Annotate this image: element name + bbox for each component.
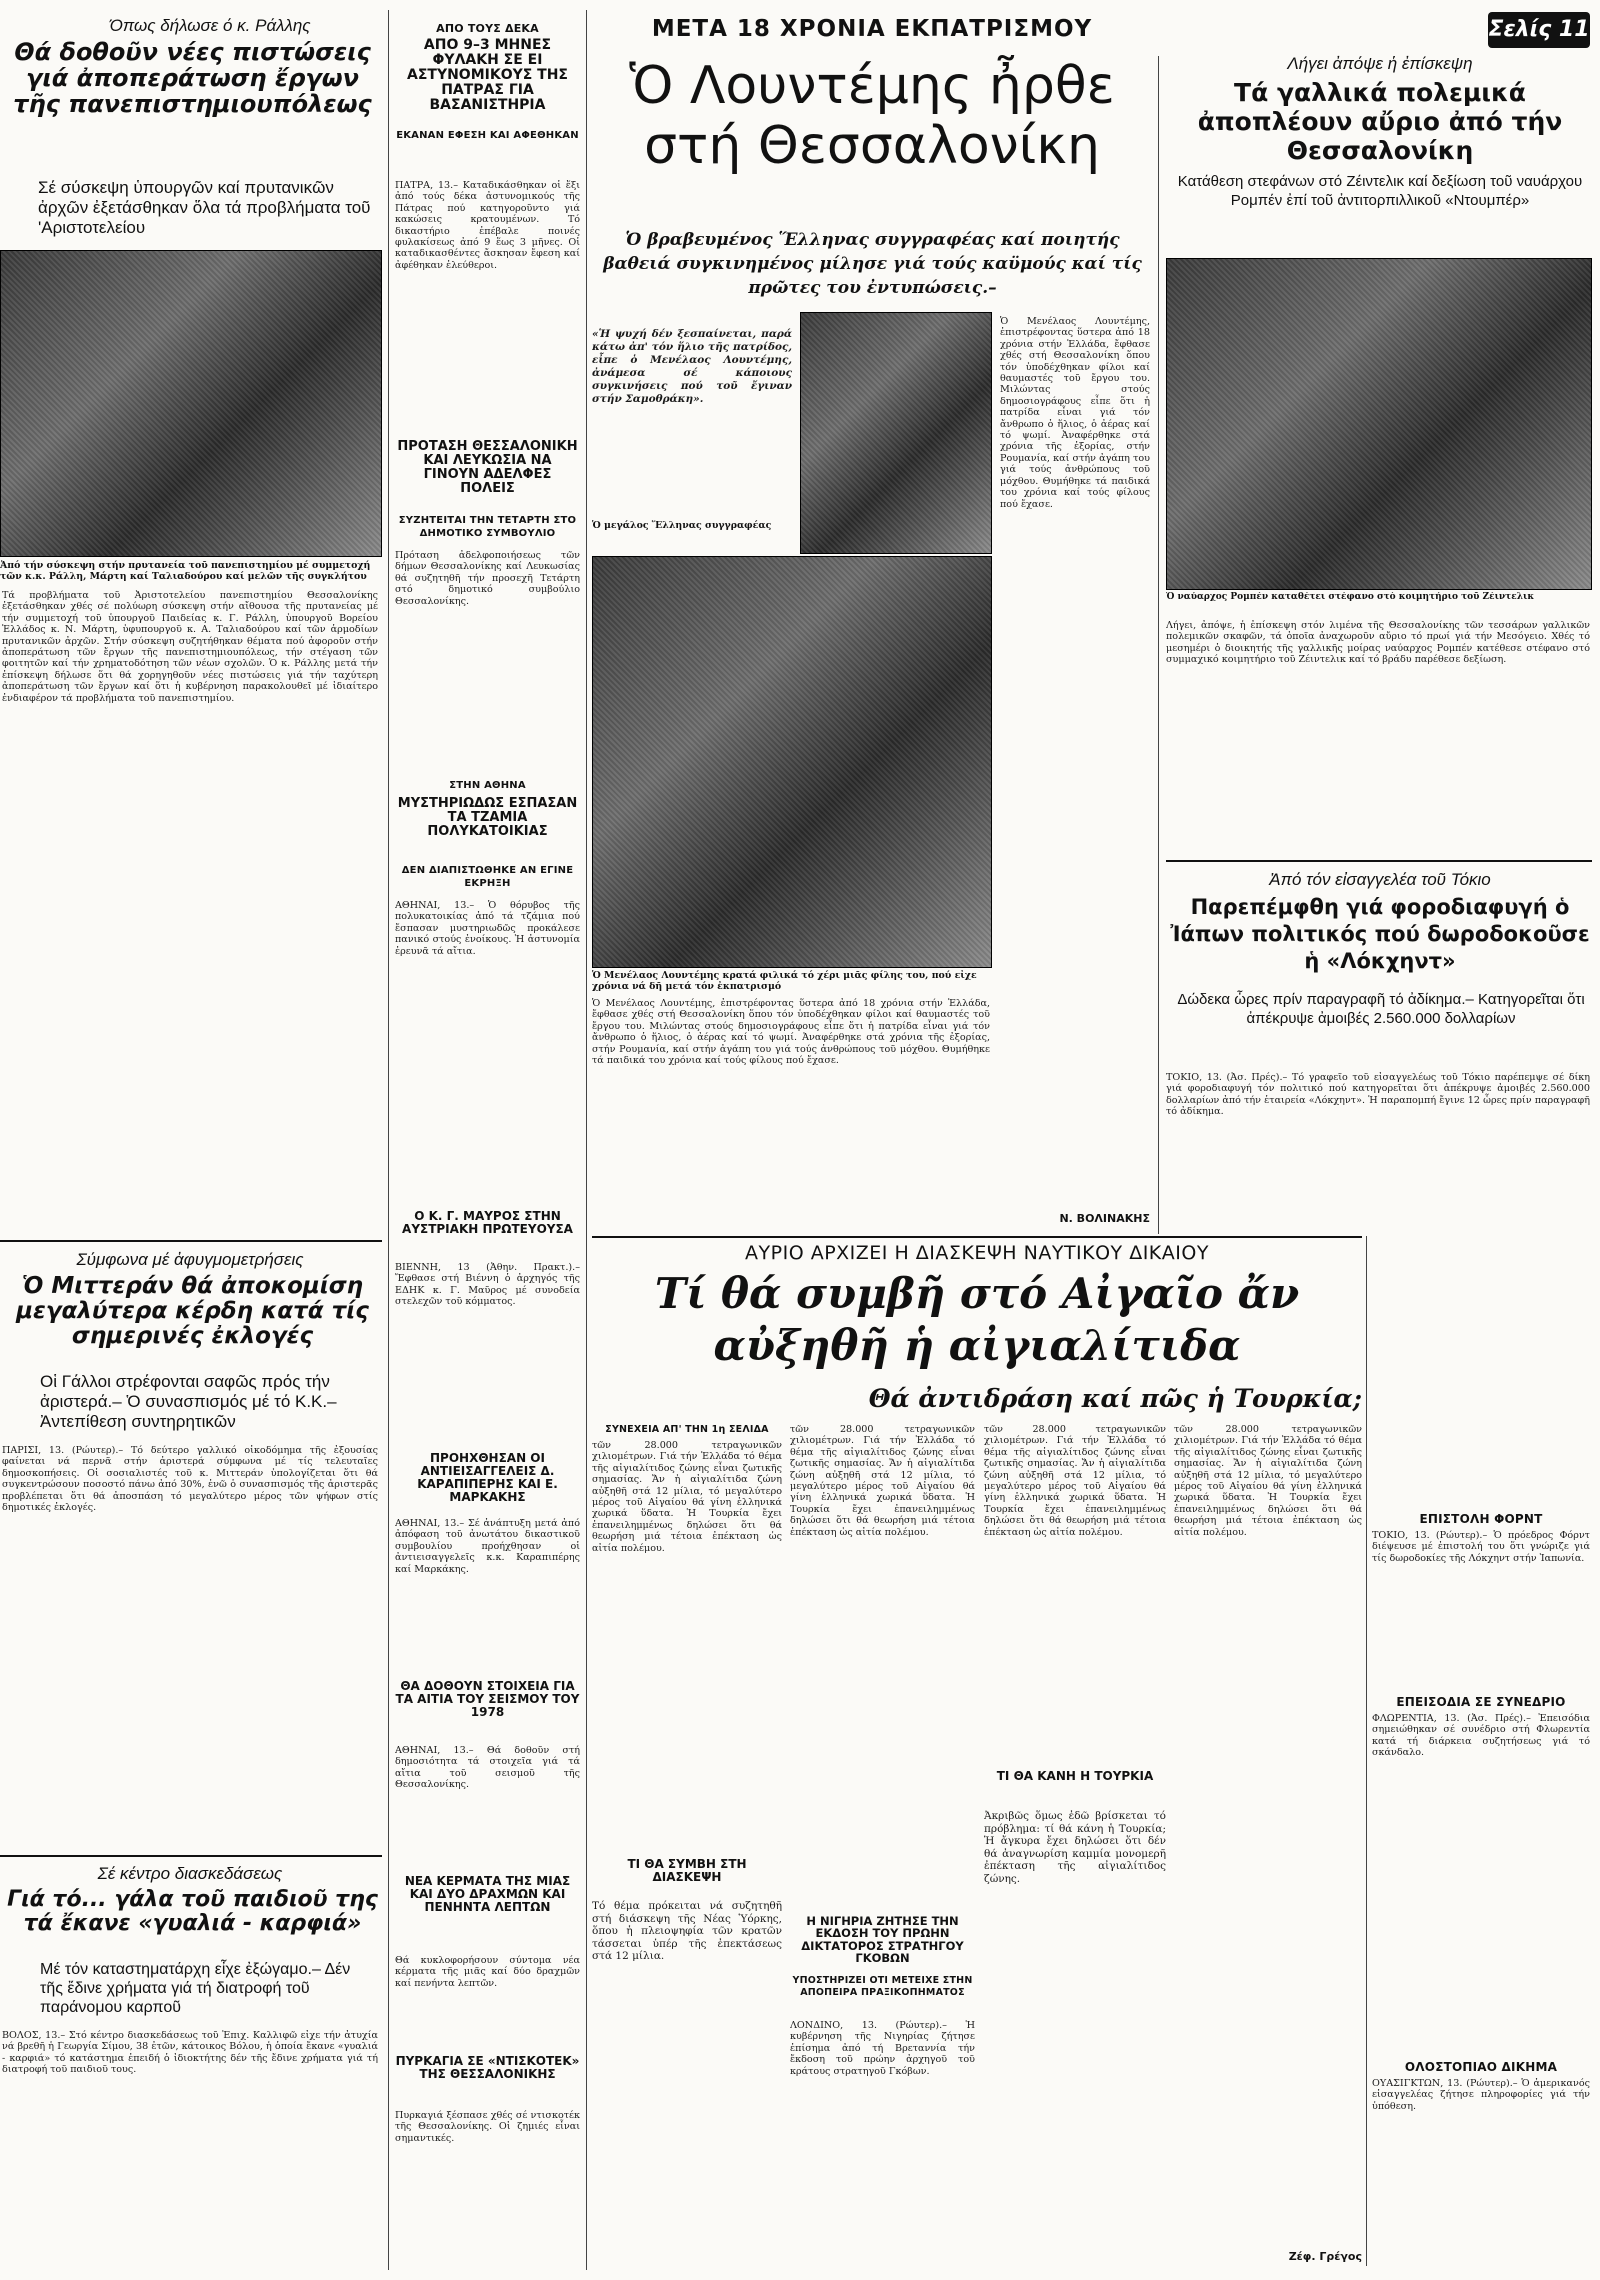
col1-story2-kicker: Σύμφωνα μέ ἀφυγμομετρήσεις bbox=[76, 1250, 304, 1269]
col2-ant-body: ΑΘΗΝΑΙ, 13.– Σέ ἀνάπτυξη μετά ἀπό ἀπόφαση τοῦ ἀνωτάτου δικαστικοῦ συμβουλίου προήχθησαν οἱ ἀντιεισαγγελεῖς κ.κ. Καραπιπέρης καί Μαρκάκης. bbox=[395, 1518, 580, 1575]
col2-pyr-body: Πυρκαγιά ξέσπασε χθές σέ ντισκοτέκ τῆς Θεσσαλονίκης. Οἱ ζημιές εἶναι σημαντικές. bbox=[395, 2110, 580, 2144]
tokyo-sub3-body: ΟΥΑΣΙΓΚΤΩΝ, 13. (Ρώυτερ).– Ὁ ἀμερικανός εἰσαγγελέας ζήτησε πληροφορίες γιά τήν ὑπόθεση. bbox=[1372, 2078, 1590, 2112]
col2-ath-kicker: ΣΤΗΝ ΑΘΗΝΑ bbox=[449, 780, 526, 791]
col2-kicker: ΑΠΟ ΤΟΥΣ ΔΕΚΑ bbox=[436, 22, 539, 35]
aegean-continued: ΣΥΝΕΧΕΙΑ ΑΠ' ΤΗΝ 1η ΣΕΛΙΔΑ bbox=[605, 1424, 769, 1435]
french-photo bbox=[1166, 258, 1592, 590]
col2-ker-body: Θά κυκλοφορήσουν σύντομα νέα κέρματα τῆς μιᾶς καί δύο δραχμῶν καί πενήντα λεπτῶν. bbox=[395, 1955, 580, 1989]
aegean-kicker: ΑΥΡΙΟ ΑΡΧΙΖΕΙ Η ΔΙΑΣΚΕΨΗ ΝΑΥΤΙΚΟΥ ΔΙΚΑΙΟΥ bbox=[745, 1242, 1209, 1264]
col2-prop-subhead: ΣΥΖΗΤΕΙΤΑΙ ΤΗΝ ΤΕΤΑΡΤΗ ΣΤΟ ΔΗΜΟΤΙΚΟ ΣΥΜΒΟΥΛΙΟ bbox=[398, 515, 577, 539]
aegean-sub2-body: Ἀκριβῶς ὅμως ἐδῶ βρίσκεται τό πρόβλημα: τί θά κάνη ἡ Τουρκία; Ἡ ἄγκυρα ἔχει δηλώσει ὅτι δέν θά ἀναγνωρίση καμμία μονομερῆ ἐπέκταση τῆς αἰγιαλίτιδος ζώνης. bbox=[984, 1810, 1166, 1885]
tokyo-headline: Παρεπέμφθη γιά φοροδιαφυγή ὁ Ἰάπων πολιτικός πού δωροδοκοῦσε ἡ «Λόκχηντ» bbox=[1170, 895, 1590, 973]
col2-pyr-headline: ΠΥΡΚΑΓΙΑ ΣΕ «ΝΤΙΣΚΟΤΕΚ» ΤΗΣ ΘΕΣΣΑΛΟΝΙΚΗΣ bbox=[395, 2054, 580, 2081]
col2-prop-headline: ΠΡΟΤΑΣΗ ΘΕΣΣΑΛΟΝΙΚΗ ΚΑΙ ΛΕΥΚΩΣΙΑ ΝΑ ΓΙΝΟΥΝ ΑΔΕΛΦΕΣ ΠΟΛΕΙΣ bbox=[397, 439, 578, 497]
col1-deck: Σέ σύσκεψη ὑπουργῶν καί πρυτανικῶν ἀρχῶν ἐξετάσθηκαν ὅλα τά προβλήματα τοῦ 'Αριστοτελείου bbox=[38, 178, 371, 237]
aegean-deck: Θά ἀντιδράση καί πῶς ἡ Τουρκία; bbox=[868, 1384, 1362, 1413]
lead-quote: «Ἡ ψυχή δέν ξεσπαίνεται, παρά κάτω ἀπ' τόν ἥλιο τῆς πατρίδος, εἶπε ὁ Μενέλαος Λουντέμης, ἀνάμεσα σέ κάποιους συγκινήσεις πού τοῦ ἔγιναν στήν Σαμοθράκη». bbox=[592, 328, 792, 405]
col1-photo bbox=[0, 250, 382, 557]
aegean-sub2: ΤΙ ΘΑ ΚΑΝΗ Η ΤΟΥΡΚΙΑ bbox=[996, 1769, 1154, 1783]
aegean-headline: Τί θά συμβῆ στό Αἰγαῖο ἄν αὐξηθῆ ἡ αἰγιαλίτιδα bbox=[654, 1269, 1300, 1370]
aegean-body-3: τῶν 28.000 τετραγωνικῶν χιλιομέτρων. Γιά τήν Ἑλλάδα τό θέμα τῆς αἰγιαλίτιδος ζώνης εἶναι ζωτικῆς σημασίας. Ἄν ἡ αἰγιαλίτιδα ζώνη αὐξηθῆ στά 12 μίλια, τό μεγαλύτερο μέρος τοῦ Αἰγαίου θά γίνη ἑλληνικά χωρικά ὕδατα. Ἡ Τουρκία ἔχει ἐπανειλημμένως δηλώσει ὅτι θά θεωρήση μιά τέτοια ἐπέκταση ὡς αἰτία πολέμου. bbox=[984, 1424, 1166, 1538]
col1-photo-caption: Ἀπό τήν σύσκεψη στήν πρυτανεία τοῦ πανεπιστημίου μέ συμμετοχή τῶν κ.κ. Ράλλη, Μάρτη καί Ταλιαδούρου καί μελῶν τῆς συγκλήτου bbox=[0, 560, 371, 582]
col2-subhead: ΕΚΑΝΑΝ ΕΦΕΣΗ ΚΑΙ ΑΦΕΘΗΚΑΝ bbox=[396, 130, 579, 141]
french-kicker: Λήγει ἀπόψε ἡ ἐπίσκεψη bbox=[1287, 54, 1473, 73]
col1-story3-headline: Γιά τό... γάλα τοῦ παιδιοῦ της τά ἔκανε «γυαλιά - καρφιά» bbox=[7, 1887, 378, 1936]
french-photo-caption: Ὁ ναύαρχος Ρομπέν καταθέτει στέφανο στό κοιμητήριο τοῦ Ζέιντελικ bbox=[1166, 592, 1535, 602]
aegean-body-1: τῶν 28.000 τετραγωνικῶν χιλιομέτρων. Γιά τήν Ἑλλάδα τό θέμα τῆς αἰγιαλίτιδος ζώνης εἶναι ζωτικῆς σημασίας. Ἄν ἡ αἰγιαλίτιδα ζώνη αὐξηθῆ στά 12 μίλια, τό μεγαλύτερο μέρος τοῦ Αἰγαίου θά γίνη ἑλληνικά χωρικά ὕδατα. Ἡ Τουρκία ἔχει ἐπανειλημμένως δηλώσει ὅτι θά θεωρήση μιά τέτοια ἐπέκταση ὡς αἰτία πολέμου. bbox=[592, 1440, 782, 1554]
aegean-nig-body: ΛΟΝΔΙΝΟ, 13. (Ρώυτερ).– Ἡ κυβέρνηση τῆς Νιγηρίας ζήτησε ἐπίσημα ἀπό τή Βρεταννία τήν ἔκδοση τοῦ πρώην ἀρχηγοῦ τοῦ κράτους στρατηγοῦ Γκόβων. bbox=[790, 2020, 975, 2077]
col1-story2-deck: Οἱ Γάλλοι στρέφονται σαφῶς πρός τήν ἀριστερά.– Ὁ συνασπισμός μέ τό Κ.Κ.– Ἀντεπίθεση συντηρητικῶν bbox=[40, 1372, 337, 1431]
col2-stoix-headline: ΘΑ ΔΟΘΟΥΝ ΣΤΟΙΧΕΙΑ ΓΙΑ ΤΑ ΑΙΤΙΑ ΤΟΥ ΣΕΙΣΜΟΥ ΤΟΥ 1978 bbox=[395, 1679, 580, 1719]
col2-ker-headline: ΝΕΑ ΚΕΡΜΑΤΑ ΤΗΣ ΜΙΑΣ ΚΑΙ ΔΥΟ ΔΡΑΧΜΩΝ ΚΑΙ ΠΕΝΗΝΤΑ ΛΕΠΤΩΝ bbox=[404, 1874, 571, 1914]
french-body: Λήγει, ἀπόψε, ἡ ἐπίσκεψη στόν λιμένα τῆς Θεσσαλονίκης τῶν τεσσάρων γαλλικῶν πολεμικῶν σκαφῶν, τά ὁποῖα ἀναχωροῦν αὔριο τό πρωί γιά τήν Μεσόγειο. Χθές τό μεσημέρι ὁ διοικητής τῆς γαλλικῆς μοίρας ναύαρχος Ρομπέν κατέθεσε στέφανο στό συμμαχικό κοιμητήριο τοῦ Ζέιντελικ καί τό βράδυ παρέθεσε δεξίωση. bbox=[1166, 620, 1590, 666]
tokyo-sub1-body: ΤΟΚΙΟ, 13. (Ρώυτερ).– Ὁ πρόεδρος Φόρντ διέψευσε μέ ἐπιστολή του ὅτι γνώριζε γιά τίς δωροδοκίες τῆς Λόκχηντ στήν Ἰαπωνία. bbox=[1372, 1530, 1590, 1564]
aegean-nig-subhead: ΥΠΟΣΤΗΡΙΖΕΙ ΟΤΙ ΜΕΤΕΙΧΕ ΣΤΗΝ ΑΠΟΠΕΙΡΑ ΠΡΑΞΙΚΟΠΗΜΑΤΟΣ bbox=[792, 1975, 973, 1998]
col2-ant-headline: ΠΡΟΗΧΘΗΣΑΝ ΟΙ ΑΝΤΙΕΙΣΑΓΓΕΛΕΙΣ Δ. ΚΑΡΑΠΙΠΕΡΗΣ ΚΑΙ Ε. ΜΑΡΚΑΚΗΣ bbox=[417, 1451, 558, 1504]
col1-headline: Θά δοθοῦν νέες πιστώσεις γιά ἀποπεράτωση ἔργων τῆς πανεπιστημιουπόλεως bbox=[13, 38, 372, 118]
col1-body: Τά προβλήματα τοῦ Ἀριστοτελείου πανεπιστημίου Θεσσαλονίκης ἐξετάσθηκαν χθές σέ πολύωρη σύσκεψη στήν αἴθουσα τῆς πρυτανείας μέ τήν συμμετοχή τοῦ ὑπουργοῦ Παιδείας κ. Γ. Ράλλη, ὑπουργοῦ Βορείου Ἑλλάδος κ. Ν. Μάρτη, ὑφυπουργοῦ κ. Α. Ταλιαδούρου καί τῶν ἁρμοδίων πρυτανικῶν ἀρχῶν. Στήν σύσκεψη συζητήθηκαν θέματα πού ἀφοροῦν στήν ἀποπεράτωση τῶν ἔργων τῆς πανεπιστημιουπόλεως, τήν στέγαση τῶν φοιτητῶν καί τήν χρηματοδότηση τῶν νέων σχολῶν. Ὁ κ. Ράλλης μετά τήν ἐπίσκεψη δήλωσε ὅτι θά χορηγηθοῦν νέες πιστώσεις γιά τήν ταχύτερη ἀποπεράτωση τῶν ἔργων καί ὅτι ἡ κυβέρνηση παρακολουθεῖ μέ ἰδιαίτερο ἐνδιαφέρον τά προβλήματα τοῦ πανεπιστημίου. bbox=[2, 590, 378, 704]
lead-body-bottom: Ὁ Μενέλαος Λουντέμης, ἐπιστρέφοντας ὕστερα ἀπό 18 χρόνια στήν Ἑλλάδα, ἔφθασε χθές στή Θεσσαλονίκη ὅπου τόν ὑποδέχθηκαν φίλοι καί θαυμαστές τοῦ ἔργου του. Μιλώντας στούς δημοσιογράφους εἶπε ὅτι ἡ πατρίδα εἶναι γιά τόν ἄνθρωπο ὁ ἥλιος, ὁ ἀέρας καί τό ψωμί. Ἀναφέρθηκε στά χρόνια τῆς ἐξορίας, στήν Ρουμανία, καί στήν ἀγάπη του γιά τούς ἀνθρώπους τοῦ μόχθου. Θυμήθηκε τά παιδικά του χρόνια καί τούς φίλους πού ἔχασε. bbox=[592, 998, 990, 1067]
aegean-signature: Ζέφ. Γρέγος bbox=[1288, 2250, 1362, 2263]
lead-headline: Ὁ Λουντέμης ἦρθε στή Θεσσαλονίκη bbox=[629, 56, 1115, 176]
col2-ath-headline: ΜΥΣΤΗΡΙΩΔΩΣ ΕΣΠΑΣΑΝ ΤΑ ΤΖΑΜΙΑ ΠΟΛΥΚΑΤΟΙΚΙΑΣ bbox=[397, 796, 578, 840]
col2-headline: ΑΠΟ 9–3 ΜΗΝΕΣ ΦΥΛΑΚΗ ΣΕ ΕΙ ΑΣΤΥΝΟΜΙΚΟΥΣ ΤΗΣ ΠΑΤΡΑΣ ΓΙΑ ΒΑΣΑΝΙΣΤΗΡΙΑ bbox=[407, 37, 568, 114]
lead-kicker: ΜΕΤΑ 18 ΧΡΟΝΙΑ ΕΚΠΑΤΡΙΣΜΟΥ bbox=[651, 16, 1093, 42]
col2-ath-subhead: ΔΕΝ ΔΙΑΠΙΣΤΩΘΗΚΕ ΑΝ ΕΓΙΝΕ ΕΚΡΗΞΗ bbox=[401, 865, 574, 889]
tokyo-kicker: Ἀπό τόν εἰσαγγελέα τοῦ Τόκιο bbox=[1269, 870, 1491, 889]
lead-photo-caption: Ὁ μεγάλος Ἕλληνας συγγραφέας bbox=[592, 520, 772, 531]
col1-story3-deck: Μέ τόν καταστηματάρχη εἶχε ἐξώγαμο.– Δέν τῆς ἔδινε χρήματα γιά τή διατροφή τοῦ παράνομου καρποῦ bbox=[40, 1961, 351, 2016]
page-tag: Σελίς 11 bbox=[1488, 12, 1590, 48]
aegean-sub1-body: Τό θέμα πρόκειται νά συζητηθῆ στή διάσκεψη τῆς Νέας Ὑόρκης, ὅπου ἡ πλειοψηφία τῶν κρατῶν τάσσεται ὑπέρ τῆς ἐπεκτάσεως στά 12 μίλια. bbox=[592, 1900, 782, 1962]
col1-kicker: Όπως δήλωσε ό κ. Ράλλης bbox=[109, 16, 311, 35]
tokyo-body: ΤΟΚΙΟ, 13. (Ἀσ. Πρές).– Τό γραφεῖο τοῦ εἰσαγγελέως τοῦ Τόκιο παρέπεμψε σέ δίκη γιά φοροδιαφυγή τόν πολιτικό πού κατηγορεῖται ὅτι ἀπέκρυψε ἀμοιβές 2.560.000 δολλαρίων ἀπό τήν ἑταιρεία «Λόκχηντ». Ἡ παραπομπή ἔγινε 12 ὧρες πρίν παραγραφῆ τό ἀδίκημα. bbox=[1166, 1072, 1590, 1118]
french-headline: Τά γαλλικά πολεμικά ἀποπλέουν αὔριο ἀπό τήν Θεσσαλονίκη bbox=[1197, 78, 1563, 165]
tokyo-deck: Δώδεκα ὧρες πρίν παραγραφῆ τό ἀδίκημα.– Κατηγορεῖται ὅτι ἀπέκρυψε ἀμοιβές 2.560.000 δολλαρίων bbox=[1177, 991, 1585, 1027]
col2-mavros-headline: Ο Κ. Γ. ΜΑΥΡΟΣ ΣΤΗΝ ΑΥΣΤΡΙΑΚΗ ΠΡΩΤΕΥΟΥΣΑ bbox=[402, 1209, 573, 1236]
aegean-body-2: τῶν 28.000 τετραγωνικῶν χιλιομέτρων. Γιά τήν Ἑλλάδα τό θέμα τῆς αἰγιαλίτιδος ζώνης εἶναι ζωτικῆς σημασίας. Ἄν ἡ αἰγιαλίτιδα ζώνη αὐξηθῆ στά 12 μίλια, τό μεγαλύτερο μέρος τοῦ Αἰγαίου θά γίνη ἑλληνικά χωρικά ὕδατα. Ἡ Τουρκία ἔχει ἐπανειλημμένως δηλώσει ὅτι θά θεωρήση μιά τέτοια ἐπέκταση ὡς αἰτία πολέμου. bbox=[790, 1424, 975, 1538]
col2-ath-body: ΑΘΗΝΑΙ, 13.– Ὁ θόρυβος τῆς πολυκατοικίας ἀπό τά τζάμια πού ἔσπασαν μυστηριωδῶς προκάλεσε πανικό στούς ἐνοίκους. Ἡ ἀστυνομία ἐρευνᾶ τά αἴτια. bbox=[395, 900, 580, 957]
col2-mavros-body: ΒΙΕΝΝΗ, 13 (Ἀθην. Πρακτ.).– Ἔφθασε στή Βιέννη ὁ ἀρχηγός τῆς ΕΔΗΚ κ. Γ. Μαῦρος μέ συνοδεία στελεχῶν τοῦ κόμματος. bbox=[395, 1262, 580, 1308]
col1-story3-body: ΒΟΛΟΣ, 13.– Στό κέντρο διασκεδάσεως τοῦ Ἐπιχ. Καλλιφῶ εἶχε τήν ἀτυχία νά βρεθῆ ἡ Γεωργία Σίμου, 38 ἐτῶν, κάτοικος Βόλου, ἡ ὁποία ἔκανε «γυαλιά - καρφιά» τό κατάστημα ἐπειδή ὁ ἰδιοκτήτης δέν τῆς ἔδινε χρήματα γιά τή διατροφή τοῦ παιδιοῦ τους. bbox=[2, 2030, 378, 2076]
col2-body: ΠΑΤΡΑ, 13.– Καταδικάσθηκαν οἱ ἕξι ἀπό τούς δέκα ἀστυνομικούς τῆς Πάτρας πού κατηγοροῦντο γιά κακώσεις κρατουμένων. Τό δικαστήριο ἐπέβαλε ποινές φυλακίσεως ἀπό 9 ἕως 3 μῆνες. Οἱ καταδικασθέντες ἄσκησαν ἔφεση καί ἀφέθηκαν ἐλεύθεροι. bbox=[395, 180, 580, 271]
lead-deck: Ὁ βραβευμένος Ἕλληνας συγγραφέας καί ποιητής βαθειά συγκινημένος μίλησε γιά τούς καϋμούς καί τίς πρῶτες του ἐντυπώσεις.– bbox=[603, 230, 1142, 298]
col2-prop-body: Πρόταση ἀδελφοποιήσεως τῶν δήμων Θεσσαλονίκης καί Λευκωσίας θά συζητηθῆ τήν προσεχῆ Τετάρτη στό δημοτικό συμβούλιο Θεσσαλονίκης. bbox=[395, 550, 580, 607]
lead-body-right: Ὁ Μενέλαος Λουντέμης, ἐπιστρέφοντας ὕστερα ἀπό 18 χρόνια στήν Ἑλλάδα, ἔφθασε χθές στή Θεσσαλονίκη ὅπου τόν ὑποδέχθηκαν φίλοι καί θαυμαστές τοῦ ἔργου του. Μιλώντας στούς δημοσιογράφους εἶπε ὅτι ἡ πατρίδα εἶναι γιά τόν ἄνθρωπο ὁ ἥλιος, ὁ ἀέρας καί τό ψωμί. Ἀναφέρθηκε στά χρόνια τῆς ἐξορίας, στήν Ρουμανία, καί στήν ἀγάπη του γιά τούς ἀνθρώπους τοῦ μόχθου. Θυμήθηκε τά παιδικά του χρόνια καί τούς φίλους πού ἔχασε. bbox=[1000, 316, 1150, 510]
tokyo-sub1: ΕΠΙΣΤΟΛΗ ΦΟΡΝΤ bbox=[1419, 1512, 1543, 1526]
aegean-sub1: ΤΙ ΘΑ ΣΥΜΒΗ ΣΤΗ ΔΙΑΣΚΕΨΗ bbox=[627, 1857, 747, 1884]
aegean-nig-headline: Η ΝΙΓΗΡΙΑ ΖΗΤΗΣΕ ΤΗΝ ΕΚΔΟΣΗ ΤΟΥ ΠΡΩΗΝ ΔΙΚΤΑΤΟΡΟΣ ΣΤΡΑΤΗΓΟΥ ΓΚΟΒΩΝ bbox=[801, 1914, 964, 1966]
aegean-body-4: τῶν 28.000 τετραγωνικῶν χιλιομέτρων. Γιά τήν Ἑλλάδα τό θέμα τῆς αἰγιαλίτιδος ζώνης εἶναι ζωτικῆς σημασίας. Ἄν ἡ αἰγιαλίτιδα ζώνη αὐξηθῆ στά 12 μίλια, τό μεγαλύτερο μέρος τοῦ Αἰγαίου θά γίνη ἑλληνικά χωρικά ὕδατα. Ἡ Τουρκία ἔχει ἐπανειλημμένως δηλώσει ὅτι θά θεωρήση μιά τέτοια ἐπέκταση ὡς αἰτία πολέμου. bbox=[1174, 1424, 1362, 1538]
lead-signature: Ν. ΒΟΛΙΝΑΚΗΣ bbox=[1059, 1212, 1150, 1225]
tokyo-sub3: ΟΛΟΣΤΟΠΙΑΟ ΔΙΚΗΜΑ bbox=[1404, 2060, 1558, 2074]
lead-photo2-caption: Ὁ Μενέλαος Λουντέμης κρατά φιλικά τό χέρι μιᾶς φίλης του, πού εἶχε χρόνια νά δῆ μετά τόν ἐκπατρισμό bbox=[592, 970, 977, 992]
tokyo-sub2-body: ΦΛΩΡΕΝΤΙΑ, 13. (Ἀσ. Πρές).– Ἐπεισόδια σημειώθηκαν σέ συνέδριο στή Φλωρεντία κατά τή διάρκεια συζητήσεως γιά τό σκάνδαλο. bbox=[1372, 1713, 1590, 1759]
lead-photo-large bbox=[592, 556, 992, 968]
col1-story2-body: ΠΑΡΙΣΙ, 13. (Ρώυτερ).– Τό δεύτερο γαλλικό οἰκοδόμημα τῆς ἐξουσίας φαίνεται νά περνᾶ στήν ἀριστερά σύμφωνα μέ τίς τελευταῖες δημοσκοπήσεις. Οἱ σοσιαλιστές τοῦ κ. Μιττεράν ὑπολογίζεται ὅτι θά συγκεντρώσουν ποσοστό πάνω ἀπό 30%, ἐνῶ ὁ συνασπισμός τῆς ἀριστερᾶς προβλέπεται ὅτι θά ἀποσπάση τό μεγαλύτερο μέρος τῶν ψήφων στίς δημοτικές ἐκλογές. bbox=[2, 1445, 378, 1514]
french-deck: Κατάθεση στεφάνων στό Ζέιντελικ καί δεξίωση τοῦ ναυάρχου Ρομπέν ἐπί τοῦ ἀντιτορπιλλικοῦ «Ντουμπέρ» bbox=[1177, 173, 1583, 209]
col2-stoix-body: ΑΘΗΝΑΙ, 13.– Θά δοθοῦν στή δημοσιότητα τά στοιχεῖα γιά τά αἴτια τοῦ σεισμοῦ τῆς Θεσσαλονίκης. bbox=[395, 1745, 580, 1791]
lead-photo-small bbox=[800, 312, 992, 554]
tokyo-sub2: ΕΠΕΙΣΟΔΙΑ ΣΕ ΣΥΝΕΔΡΙΟ bbox=[1396, 1695, 1566, 1709]
col1-story2-headline: Ὁ Μιττεράν θά ἀποκομίση μεγαλύτερα κέρδη κατά τίς σημερινές ἐκλογές bbox=[16, 1273, 369, 1349]
col1-story3-kicker: Σέ κέντρο διασκεδάσεως bbox=[97, 1864, 283, 1883]
